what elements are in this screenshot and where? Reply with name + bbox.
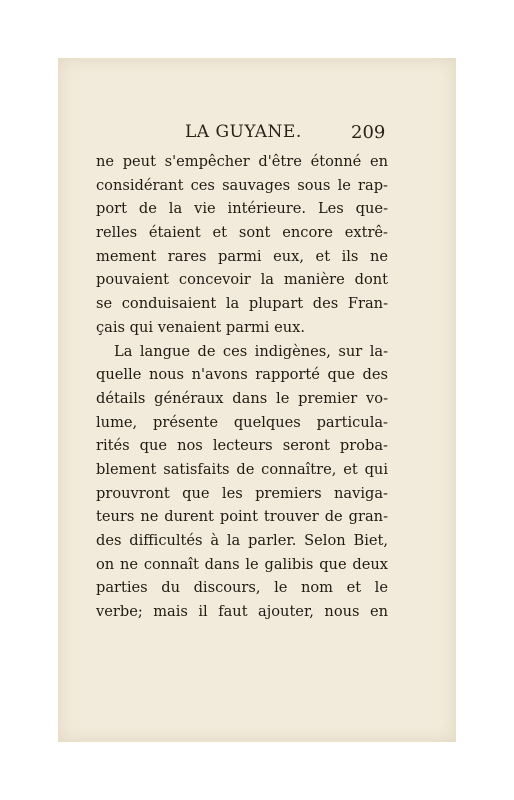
text-line: ne peut s'empêcher d'être étonné en xyxy=(96,153,388,170)
running-head: LA GUYANE. xyxy=(185,122,302,142)
text-line: considérant ces sauvages sous le rap- xyxy=(96,176,388,194)
text-line: quelle nous n'avons rapporté que des xyxy=(96,366,388,384)
text-line: La langue de ces indigènes, sur la- xyxy=(114,342,388,360)
text-line: mement rares parmi eux, et ils ne xyxy=(96,247,388,265)
text-line: on ne connaît dans le galibis que deux xyxy=(96,555,388,573)
paragraph xyxy=(96,340,388,624)
page-number: 209 xyxy=(351,122,386,143)
text-line: blement satisfaits de connaître, et qui xyxy=(96,460,388,478)
text-line: teurs ne durent point trouver de gran- xyxy=(96,508,388,526)
page-header xyxy=(58,122,456,146)
text-line: relles étaient et sont encore extrê- xyxy=(96,224,388,242)
text-line: lume, présente quelques particula- xyxy=(96,413,388,431)
text-line: se conduisaient la plupart des Fran- xyxy=(96,295,388,313)
text-line: çais qui venaient parmi eux. xyxy=(96,318,305,336)
body-text xyxy=(96,150,388,624)
text-line: prouvront que les premiers naviga- xyxy=(96,484,388,502)
text-line: port de la vie intérieure. Les que- xyxy=(96,200,388,218)
text-line: détails généraux dans le premier vo- xyxy=(96,389,388,407)
text-line: rités que nos lecteurs seront proba- xyxy=(96,437,388,455)
text-line: verbe; mais il faut ajouter, nous en xyxy=(96,603,388,621)
text-line: parties du discours, le nom et le xyxy=(96,579,388,597)
book-page xyxy=(58,58,456,742)
paragraph xyxy=(96,150,388,340)
text-line: pouvaient concevoir la manière dont xyxy=(96,271,388,289)
text-line: des difficultés à la parler. Selon Biet, xyxy=(96,532,388,549)
